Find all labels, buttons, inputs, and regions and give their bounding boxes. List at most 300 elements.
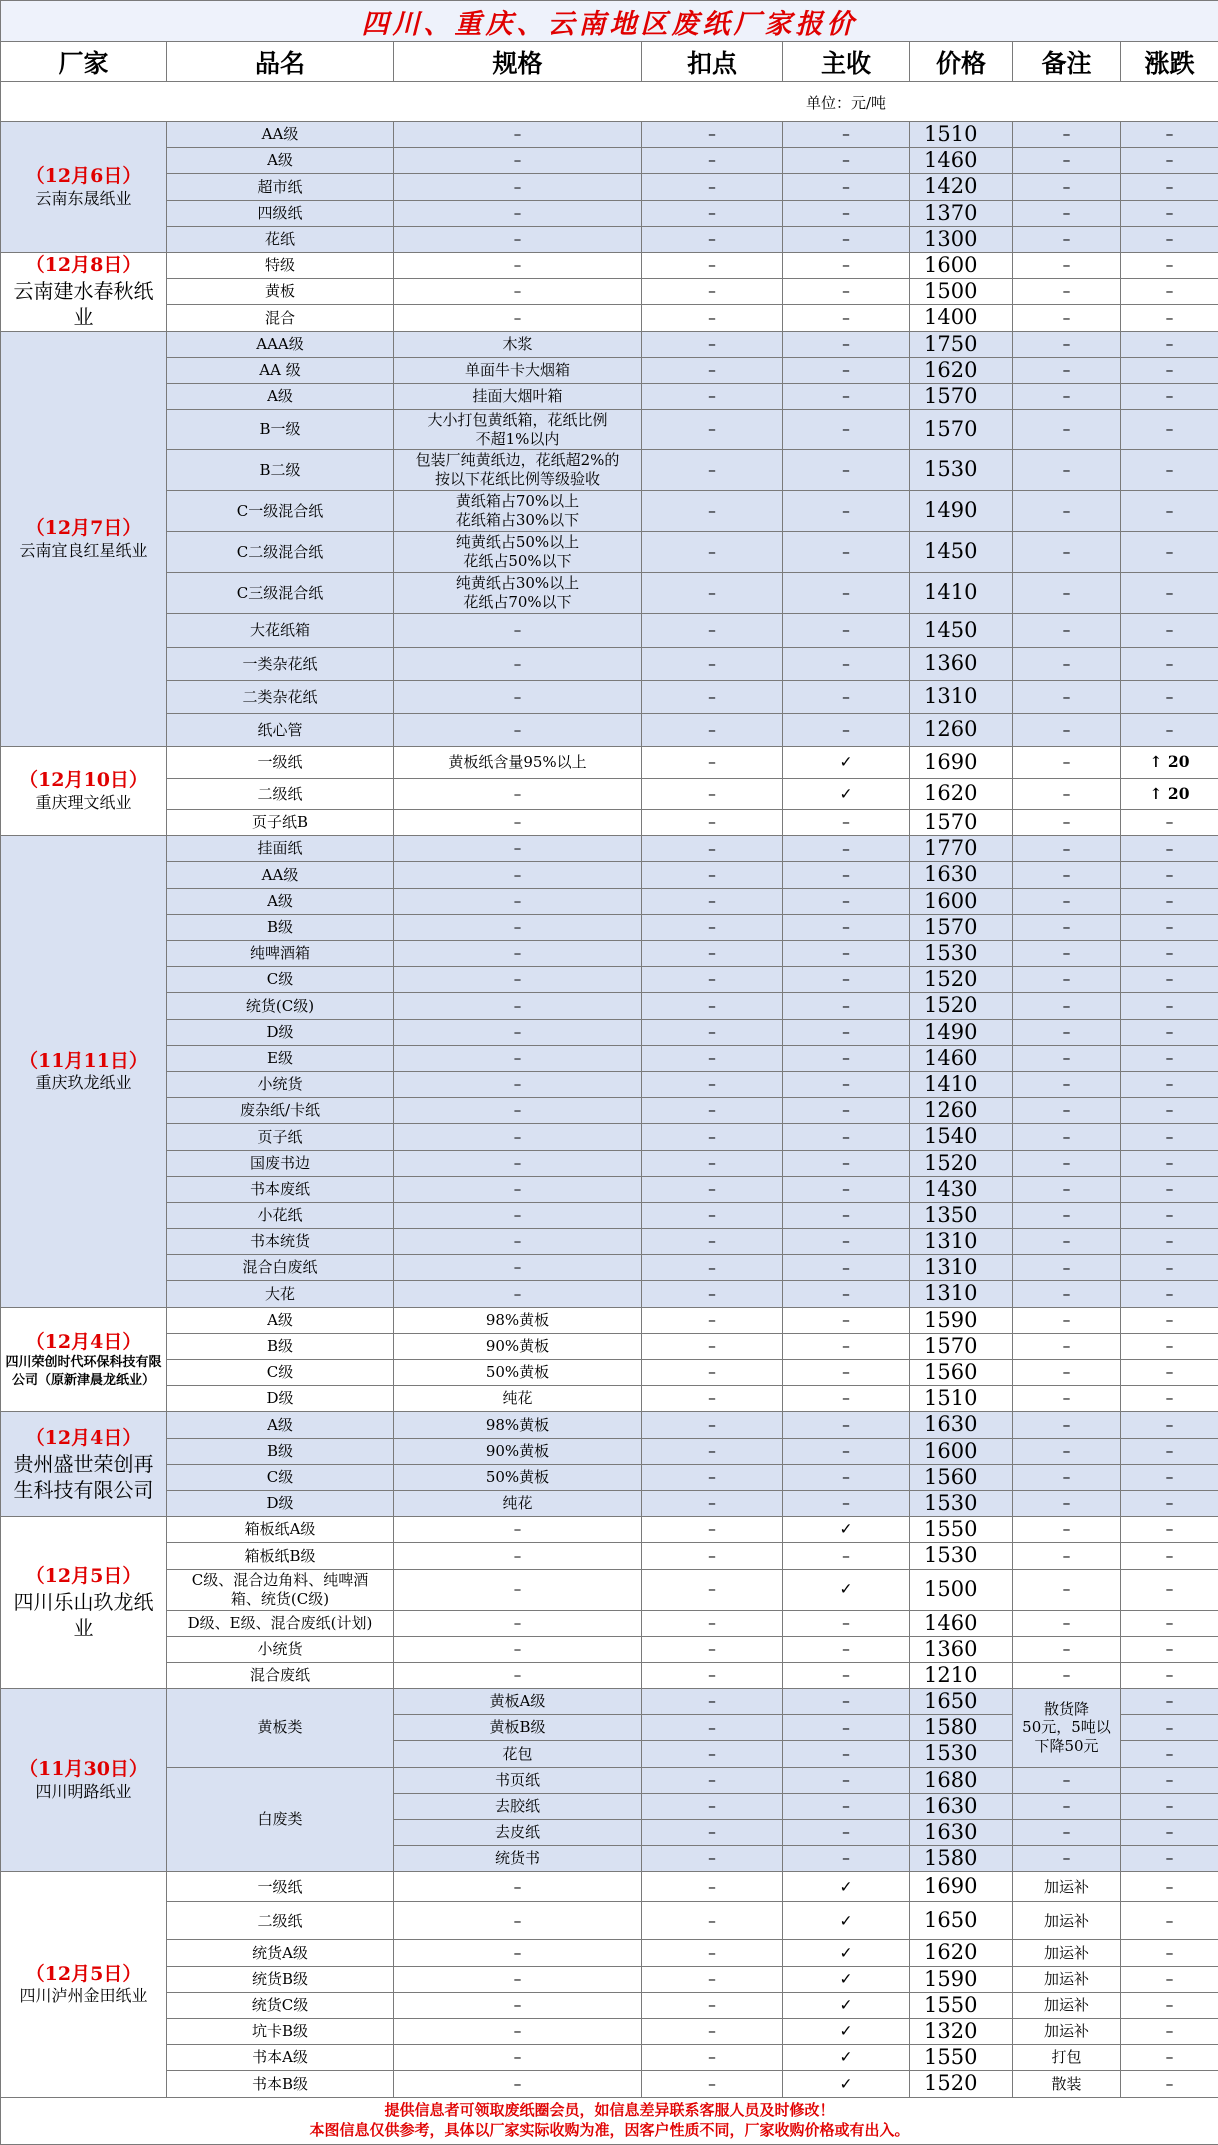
price-change: – <box>1121 1715 1218 1741</box>
price-change: – <box>1121 1150 1218 1176</box>
table-row <box>1 1307 1218 1333</box>
product-name: 书本A级 <box>167 2045 394 2071</box>
product-name: 小花纸 <box>167 1202 394 1228</box>
remark: – <box>1013 1662 1121 1688</box>
price-change: – <box>1121 1820 1218 1846</box>
main-collect: – <box>783 1281 910 1307</box>
spec: – <box>394 614 642 648</box>
manufacturer-name: 云南宜良红星纸业 <box>1 541 166 562</box>
product-name: 四级纸 <box>167 200 394 226</box>
deduction: – <box>642 779 783 810</box>
product-name: A级 <box>167 1307 394 1333</box>
price: 1210 <box>910 1662 1013 1688</box>
price: 1350 <box>910 1202 1013 1228</box>
product-name: 废杂纸/卡纸 <box>167 1098 394 1124</box>
price: 1520 <box>910 2071 1013 2097</box>
remark: – <box>1013 747 1121 779</box>
remark: – <box>1013 148 1121 174</box>
price: 1620 <box>910 357 1013 383</box>
manufacturer-cell <box>1 331 167 747</box>
main-collect: – <box>783 1464 910 1490</box>
main-collect: – <box>783 1820 910 1846</box>
product-name: 统货C级 <box>167 1992 394 2018</box>
remark: – <box>1013 1846 1121 1872</box>
deduction: – <box>642 888 783 914</box>
main-collect: – <box>783 1333 910 1359</box>
main-collect: – <box>783 1438 910 1464</box>
spec: – <box>394 648 642 681</box>
main-collect: – <box>783 888 910 914</box>
price-change: – <box>1121 1636 1218 1662</box>
product-name: 箱板纸A级 <box>167 1517 394 1543</box>
price-change: – <box>1121 1281 1218 1307</box>
table-row <box>1 862 1218 888</box>
table-row <box>1 614 1218 648</box>
quote-date: （12月5日） <box>1 1962 166 1987</box>
spec: 大小打包黄纸箱，花纸比例 不超1%以内 <box>394 410 642 450</box>
main-collect: – <box>783 993 910 1019</box>
price: 1430 <box>910 1176 1013 1202</box>
table-row <box>1 532 1218 573</box>
main-collect: – <box>783 279 910 305</box>
spec: – <box>394 1872 642 1902</box>
check-icon: ✓ <box>783 1569 910 1610</box>
unit-label: 单位：元/吨 <box>806 92 886 113</box>
remark: – <box>1013 681 1121 714</box>
table-row <box>1 1255 1218 1281</box>
header-0: 厂家 <box>1 42 167 82</box>
remark: – <box>1013 305 1121 331</box>
spec: 木浆 <box>394 331 642 357</box>
main-collect: – <box>783 1098 910 1124</box>
table-row <box>1 810 1218 836</box>
price: 1260 <box>910 1098 1013 1124</box>
remark: – <box>1013 1464 1121 1490</box>
remark: – <box>1013 1543 1121 1569</box>
deduction: – <box>642 967 783 993</box>
price: 1410 <box>910 1071 1013 1097</box>
main-collect: – <box>783 648 910 681</box>
table-row <box>1 1902 1218 1940</box>
table-row <box>1 1360 1218 1386</box>
product-name: B级 <box>167 1438 394 1464</box>
spec: 纯花 <box>394 1490 642 1516</box>
table-row <box>1 1124 1218 1150</box>
main-collect: – <box>783 383 910 409</box>
table-row <box>1 888 1218 914</box>
main-collect: – <box>783 1360 910 1386</box>
price: 1580 <box>910 1715 1013 1741</box>
up-arrow-icon: ↑ <box>1150 784 1163 803</box>
remark: – <box>1013 1202 1121 1228</box>
spec: – <box>394 1098 642 1124</box>
deduction: – <box>642 714 783 747</box>
deduction: – <box>642 1229 783 1255</box>
spec: – <box>394 1902 642 1940</box>
manufacturer-cell <box>1 1872 167 2097</box>
remark: 散装 <box>1013 2071 1121 2097</box>
price-change: – <box>1121 836 1218 862</box>
remark: – <box>1013 1438 1121 1464</box>
deduction: – <box>642 614 783 648</box>
main-collect: – <box>783 1636 910 1662</box>
deduction: – <box>642 2045 783 2071</box>
price: 1600 <box>910 1438 1013 1464</box>
main-collect: – <box>783 450 910 491</box>
deduction: – <box>642 1438 783 1464</box>
price: 1460 <box>910 1610 1013 1636</box>
table-row <box>1 1517 1218 1543</box>
table-row <box>1 1662 1218 1688</box>
spec: – <box>394 888 642 914</box>
deduction: – <box>642 1610 783 1636</box>
spec: – <box>394 1019 642 1045</box>
price: 1750 <box>910 331 1013 357</box>
table-row <box>1 252 1218 278</box>
table-row <box>1 2018 1218 2044</box>
table-row <box>1 1202 1218 1228</box>
price-change: – <box>1121 1124 1218 1150</box>
table-row <box>1 648 1218 681</box>
price: 1310 <box>910 1229 1013 1255</box>
deduction: – <box>642 573 783 614</box>
table-row <box>1 200 1218 226</box>
table-row <box>1 914 1218 940</box>
deduction: – <box>642 2071 783 2097</box>
main-collect: – <box>783 252 910 278</box>
quote-date: （12月4日） <box>1 1426 166 1451</box>
table-row <box>1 383 1218 409</box>
table-row <box>1 410 1218 450</box>
price: 1620 <box>910 779 1013 810</box>
product-name: 纸心管 <box>167 714 394 747</box>
header-2: 规格 <box>394 42 642 82</box>
spec: – <box>394 1150 642 1176</box>
deduction: – <box>642 331 783 357</box>
check-icon: ✓ <box>783 1872 910 1902</box>
spec: – <box>394 2071 642 2097</box>
spec: – <box>394 279 642 305</box>
remark: – <box>1013 1610 1121 1636</box>
remark: – <box>1013 1255 1121 1281</box>
price-change: – <box>1121 1767 1218 1793</box>
deduction: – <box>642 1255 783 1281</box>
remark: – <box>1013 1045 1121 1071</box>
remark: 加运补 <box>1013 1872 1121 1902</box>
remark: – <box>1013 252 1121 278</box>
product-name: B一级 <box>167 410 394 450</box>
table-row <box>1 1543 1218 1569</box>
quote-date: （12月4日） <box>1 1330 166 1355</box>
table-row <box>1 1386 1218 1412</box>
price: 1620 <box>910 1940 1013 1966</box>
spec: – <box>394 862 642 888</box>
price-change: – <box>1121 1255 1218 1281</box>
main-collect: – <box>783 1019 910 1045</box>
price: 1530 <box>910 941 1013 967</box>
spec: 98%黄板 <box>394 1412 642 1438</box>
remark: – <box>1013 1636 1121 1662</box>
deduction: – <box>642 357 783 383</box>
deduction: – <box>642 252 783 278</box>
price-change: – <box>1121 279 1218 305</box>
table-row <box>1 174 1218 200</box>
table-row <box>1 1636 1218 1662</box>
spec: – <box>394 967 642 993</box>
price-change: – <box>1121 331 1218 357</box>
manufacturer-cell <box>1 747 167 836</box>
product-name: C级 <box>167 1464 394 1490</box>
product-name: A级 <box>167 383 394 409</box>
header-4: 主收 <box>783 42 910 82</box>
price: 1360 <box>910 648 1013 681</box>
remark: – <box>1013 648 1121 681</box>
price-change: – <box>1121 914 1218 940</box>
product-name: 去胶纸 <box>394 1793 642 1819</box>
header-7: 涨跌 <box>1121 42 1218 82</box>
price: 1260 <box>910 714 1013 747</box>
main-collect: – <box>783 122 910 148</box>
price-change: – <box>1121 714 1218 747</box>
price-change: – <box>1121 410 1218 450</box>
price: 1580 <box>910 1846 1013 1872</box>
spec: – <box>394 1569 642 1610</box>
deduction: – <box>642 200 783 226</box>
main-collect: – <box>783 967 910 993</box>
price-change: – <box>1121 2018 1218 2044</box>
remark: 加运补 <box>1013 1992 1121 2018</box>
main-collect: – <box>783 862 910 888</box>
product-name: 书本废纸 <box>167 1176 394 1202</box>
main-collect: – <box>783 1610 910 1636</box>
check-icon: ✓ <box>783 1992 910 2018</box>
quote-date: （12月6日） <box>1 164 166 189</box>
price-change: – <box>1121 491 1218 532</box>
deduction: – <box>642 1071 783 1097</box>
table-row <box>1 357 1218 383</box>
price: 1360 <box>910 1636 1013 1662</box>
main-collect: – <box>783 1689 910 1715</box>
manufacturer-name: 贵州盛世荣创再生科技有限公司 <box>1 1451 166 1503</box>
main-collect: – <box>783 1124 910 1150</box>
price-change: – <box>1121 1438 1218 1464</box>
remark: – <box>1013 862 1121 888</box>
price-change: – <box>1121 450 1218 491</box>
remark: – <box>1013 1360 1121 1386</box>
product-name: AA级 <box>167 122 394 148</box>
table-row <box>1 122 1218 148</box>
header-1: 品名 <box>167 42 394 82</box>
product-name: 黄板A级 <box>394 1689 642 1715</box>
footer-line-1: 提供信息者可领取废纸圈会员，如信息差异联系客服人员及时修改！ <box>384 2101 834 2119</box>
main-collect: – <box>783 1176 910 1202</box>
manufacturer-cell <box>1 1689 167 1872</box>
remark: – <box>1013 1098 1121 1124</box>
table-row <box>1 1229 1218 1255</box>
price: 1690 <box>910 747 1013 779</box>
remark: – <box>1013 1569 1121 1610</box>
main-collect: – <box>783 410 910 450</box>
product-name: 超市纸 <box>167 174 394 200</box>
price-change: – <box>1121 1045 1218 1071</box>
deduction: – <box>642 1019 783 1045</box>
spec: 纯花 <box>394 1386 642 1412</box>
spec: – <box>394 226 642 252</box>
header-5: 价格 <box>910 42 1013 82</box>
deduction: – <box>642 174 783 200</box>
price-change: – <box>1121 941 1218 967</box>
price-change: – <box>1121 1229 1218 1255</box>
main-collect: – <box>783 810 910 836</box>
manufacturer-name: 四川泸州金田纸业 <box>1 1986 166 2007</box>
price: 1520 <box>910 1150 1013 1176</box>
spec: – <box>394 174 642 200</box>
price: 1570 <box>910 914 1013 940</box>
footer-line-2: 本图信息仅供参考，具体以厂家实际收购为准，因客户性质不同，厂家收购价格或有出入。 <box>309 2121 909 2139</box>
price-change: – <box>1121 305 1218 331</box>
manufacturer-name: 重庆理文纸业 <box>1 793 166 814</box>
product-name: 一级纸 <box>167 747 394 779</box>
remark: – <box>1013 357 1121 383</box>
main-collect: – <box>783 1150 910 1176</box>
product-name: 国废书边 <box>167 1150 394 1176</box>
price: 1630 <box>910 1793 1013 1819</box>
main-collect: – <box>783 148 910 174</box>
remark: – <box>1013 1071 1121 1097</box>
deduction: – <box>642 1150 783 1176</box>
manufacturer-cell <box>1 122 167 253</box>
table-row <box>1 1940 1218 1966</box>
main-collect: – <box>783 1386 910 1412</box>
price: 1510 <box>910 1386 1013 1412</box>
price: 1570 <box>910 1333 1013 1359</box>
main-collect: – <box>783 836 910 862</box>
main-collect: – <box>783 331 910 357</box>
spec: 黄板纸含量95%以上 <box>394 747 642 779</box>
remark: – <box>1013 714 1121 747</box>
product-name: B二级 <box>167 450 394 491</box>
main-collect: – <box>783 1662 910 1688</box>
price: 1550 <box>910 1992 1013 2018</box>
product-name: 大花 <box>167 1281 394 1307</box>
price-change: – <box>1121 2045 1218 2071</box>
price: 1450 <box>910 532 1013 573</box>
check-icon: ✓ <box>783 779 910 810</box>
remark: – <box>1013 810 1121 836</box>
price: 1590 <box>910 1307 1013 1333</box>
price: 1520 <box>910 993 1013 1019</box>
remark: – <box>1013 1176 1121 1202</box>
price: 1310 <box>910 681 1013 714</box>
product-name: 统货书 <box>394 1846 642 1872</box>
check-icon: ✓ <box>783 2071 910 2097</box>
main-collect: – <box>783 491 910 532</box>
deduction: – <box>642 410 783 450</box>
price: 1550 <box>910 2045 1013 2071</box>
spec: – <box>394 1255 642 1281</box>
deduction: – <box>642 1412 783 1438</box>
price-change: – <box>1121 810 1218 836</box>
product-name: 花包 <box>394 1741 642 1767</box>
product-name: AAA级 <box>167 331 394 357</box>
manufacturer-cell <box>1 1517 167 1689</box>
table-row <box>1 941 1218 967</box>
main-collect: – <box>783 614 910 648</box>
remark: – <box>1013 1820 1121 1846</box>
product-name: 混合 <box>167 305 394 331</box>
main-collect: – <box>783 532 910 573</box>
price: 1450 <box>910 614 1013 648</box>
spec: 黄纸箱占70%以上 花纸箱占30%以下 <box>394 491 642 532</box>
main-collect: – <box>783 1767 910 1793</box>
remark: – <box>1013 573 1121 614</box>
product-name: 箱板纸B级 <box>167 1543 394 1569</box>
table-row <box>1 2045 1218 2071</box>
remark: 加运补 <box>1013 1940 1121 1966</box>
deduction: – <box>642 941 783 967</box>
remark: 加运补 <box>1013 2018 1121 2044</box>
price: 1530 <box>910 450 1013 491</box>
remark: 打包 <box>1013 2045 1121 2071</box>
price: 1420 <box>910 174 1013 200</box>
product-name: 二级纸 <box>167 779 394 810</box>
remark: – <box>1013 200 1121 226</box>
product-name: AA级 <box>167 862 394 888</box>
product-name: AA 级 <box>167 357 394 383</box>
deduction: – <box>642 1098 783 1124</box>
product-name: 混合白废纸 <box>167 1255 394 1281</box>
manufacturer-cell <box>1 836 167 1307</box>
check-icon: ✓ <box>783 1940 910 1966</box>
price-change: – <box>1121 862 1218 888</box>
product-name: 书本统货 <box>167 1229 394 1255</box>
table-row <box>1 450 1218 491</box>
deduction: – <box>642 1662 783 1688</box>
main-collect: – <box>783 1715 910 1741</box>
remark: – <box>1013 1793 1121 1819</box>
price-change: – <box>1121 357 1218 383</box>
deduction: – <box>642 532 783 573</box>
deduction: – <box>642 1124 783 1150</box>
deduction: – <box>642 914 783 940</box>
table-row <box>1 1045 1218 1071</box>
price: 1500 <box>910 279 1013 305</box>
product-name: C级、混合边角料、纯啤酒 箱、统货(C级) <box>167 1569 394 1610</box>
main-collect: – <box>783 1307 910 1333</box>
deduction: – <box>642 1386 783 1412</box>
price: 1630 <box>910 1412 1013 1438</box>
spec: – <box>394 148 642 174</box>
price-change: ↑ 20 <box>1121 779 1218 810</box>
manufacturer-name: 四川乐山玖龙纸业 <box>1 1589 166 1641</box>
price: 1650 <box>910 1689 1013 1715</box>
product-name: A级 <box>167 148 394 174</box>
check-icon: ✓ <box>783 2018 910 2044</box>
main-collect: – <box>783 1846 910 1872</box>
quote-date: （12月5日） <box>1 1564 166 1589</box>
deduction: – <box>642 747 783 779</box>
deduction: – <box>642 1045 783 1071</box>
spec: – <box>394 1229 642 1255</box>
table-row <box>1 1098 1218 1124</box>
deduction: – <box>642 1992 783 2018</box>
price-change: – <box>1121 226 1218 252</box>
category-label: 黄板类 <box>167 1689 394 1768</box>
manufacturer-name: 云南建水春秋纸业 <box>1 278 166 330</box>
spec: – <box>394 1071 642 1097</box>
deduction: – <box>642 1966 783 1992</box>
table-row <box>1 305 1218 331</box>
